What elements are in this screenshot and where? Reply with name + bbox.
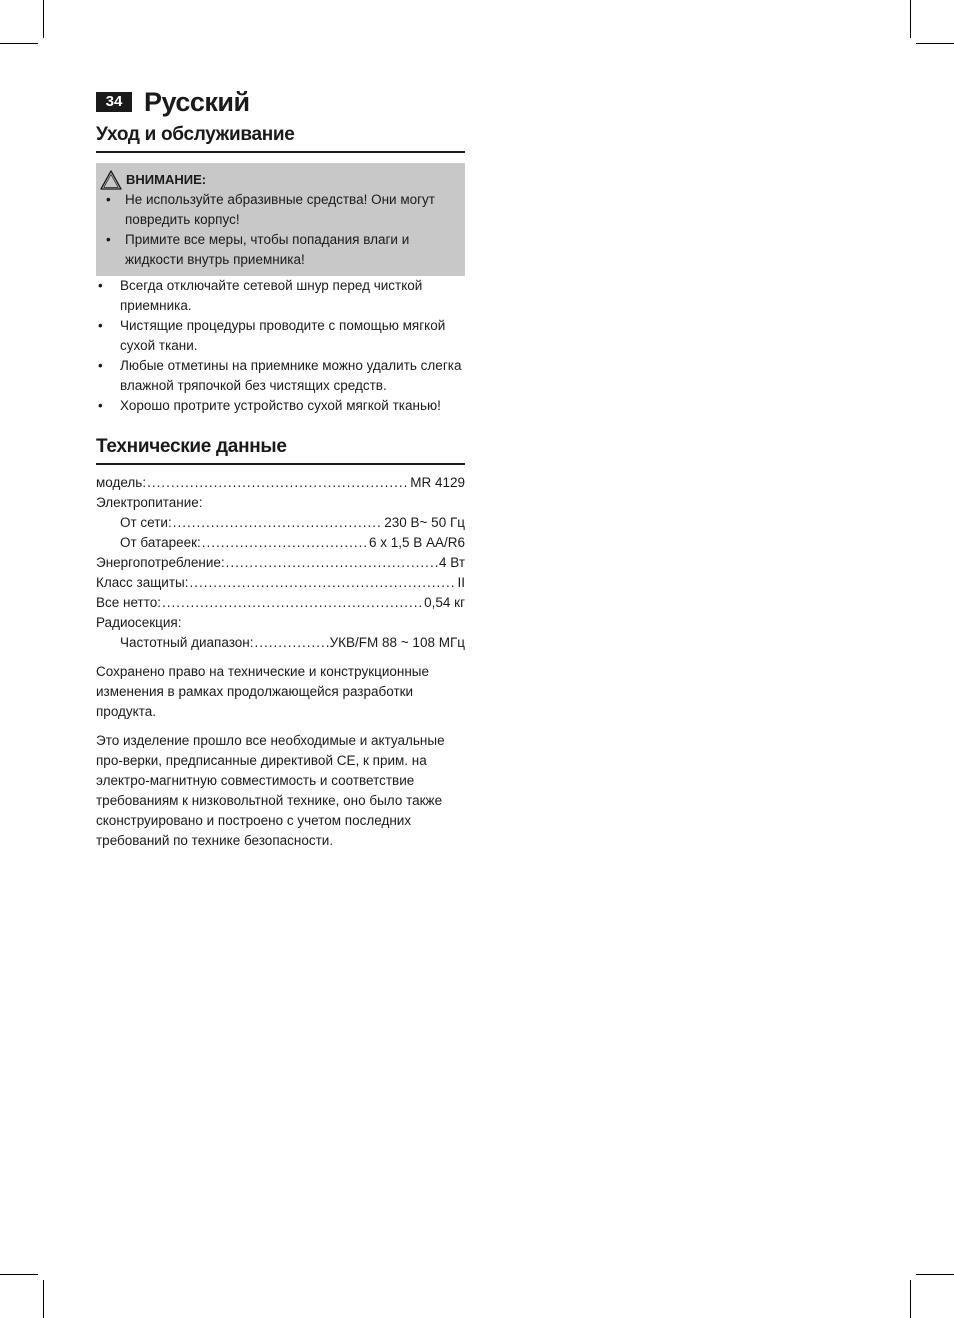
spec-table: [96, 473, 465, 653]
warning-box: [96, 163, 465, 276]
crop-mark: [43, 1280, 44, 1318]
spec-row: [96, 513, 465, 533]
dot-leader: [173, 513, 384, 533]
warning-title-row: [100, 170, 457, 190]
spec-value: 0,54 кг: [424, 595, 465, 610]
page-number: 34: [96, 92, 132, 112]
care-item: • Чистящие процедуры проводите с помощью мягкой сухой ткани.: [96, 316, 465, 356]
spec-row: [96, 473, 465, 493]
care-item: • Любые отметины на приемнике можно удалить слегка влажной тряпочкой без чистящих средств.: [96, 356, 465, 396]
crop-mark: [0, 1274, 38, 1275]
warning-list: [100, 190, 457, 270]
language-title: Русский: [144, 86, 250, 117]
spec-value: 230 В~ 50 Гц: [384, 515, 465, 530]
crop-mark: [910, 1280, 911, 1318]
crop-mark: [916, 1274, 954, 1275]
dot-leader: [202, 533, 368, 553]
dot-leader: [254, 633, 328, 653]
spec-label: От сети:: [120, 515, 172, 530]
dot-leader: [189, 573, 456, 593]
spec-label: Электропитание:: [96, 495, 203, 510]
spec-row: [96, 593, 465, 613]
spec-label: От батареек:: [120, 535, 201, 550]
spec-label: Радиосекция:: [96, 615, 182, 630]
spec-row: [96, 613, 465, 633]
spec-row: [96, 493, 465, 513]
spec-label: модель:: [96, 475, 147, 490]
dot-leader: [162, 593, 423, 613]
spec-row: [96, 573, 465, 593]
dot-leader: [147, 473, 409, 493]
warning-title: ВНИМАНИЕ:: [126, 172, 207, 187]
spec-value: II: [457, 575, 465, 590]
spec-label: Класс защиты:: [96, 575, 189, 590]
spec-label: Частотный диапазон:: [120, 635, 254, 650]
spec-label: Энергопотребление:: [96, 555, 225, 570]
spec-value: 4 Вт: [439, 555, 465, 570]
tech-heading: Технические данные: [96, 436, 465, 465]
care-heading: Уход и обслуживание: [96, 124, 465, 153]
spec-row: [96, 553, 465, 573]
tech-section: [96, 436, 465, 851]
crop-mark: [916, 43, 954, 44]
warning-item: • Примите все меры, чтобы попадания влаги и жидкости внутрь приемника!: [100, 230, 457, 270]
crop-mark: [910, 0, 911, 38]
spec-row: [96, 533, 465, 553]
spec-row: [96, 633, 465, 653]
care-item: • Всегда отключайте сетевой шнур перед чисткой приемника.: [96, 276, 465, 316]
warning-triangle-icon: [100, 170, 122, 190]
crop-mark: [43, 0, 44, 38]
care-section: [96, 124, 465, 416]
dot-leader: [226, 553, 438, 573]
spec-value: 6 x 1,5 В AA/R6: [368, 535, 465, 550]
care-list: [96, 276, 465, 416]
spec-value: УКВ/FM 88 ~ 108 МГц: [329, 635, 465, 650]
change-notice: Сохранено право на технические и конструкционные изменения в рамках продолжающейся разработки продукта.: [96, 664, 430, 719]
page-header: [96, 86, 250, 118]
warning-item: • Не используйте абразивные средства! Они могут повредить корпус!: [100, 190, 457, 230]
care-item: • Хорошо протрите устройство сухой мягкой тканью!: [96, 396, 465, 416]
conformity-notice: Это изделение прошло все необходимые и актуальные про-верки, предписанные директивой CE, к прим. на электро-магнитную совместимость и соответствие требованиям к низковольтной технике, оно было также сконструировано и построено с учетом последних требований по технике безопасности.: [96, 733, 445, 848]
content-column: [96, 124, 465, 851]
spec-label: Все нетто:: [96, 595, 162, 610]
crop-mark: [0, 43, 38, 44]
spec-value: MR 4129: [410, 475, 465, 490]
